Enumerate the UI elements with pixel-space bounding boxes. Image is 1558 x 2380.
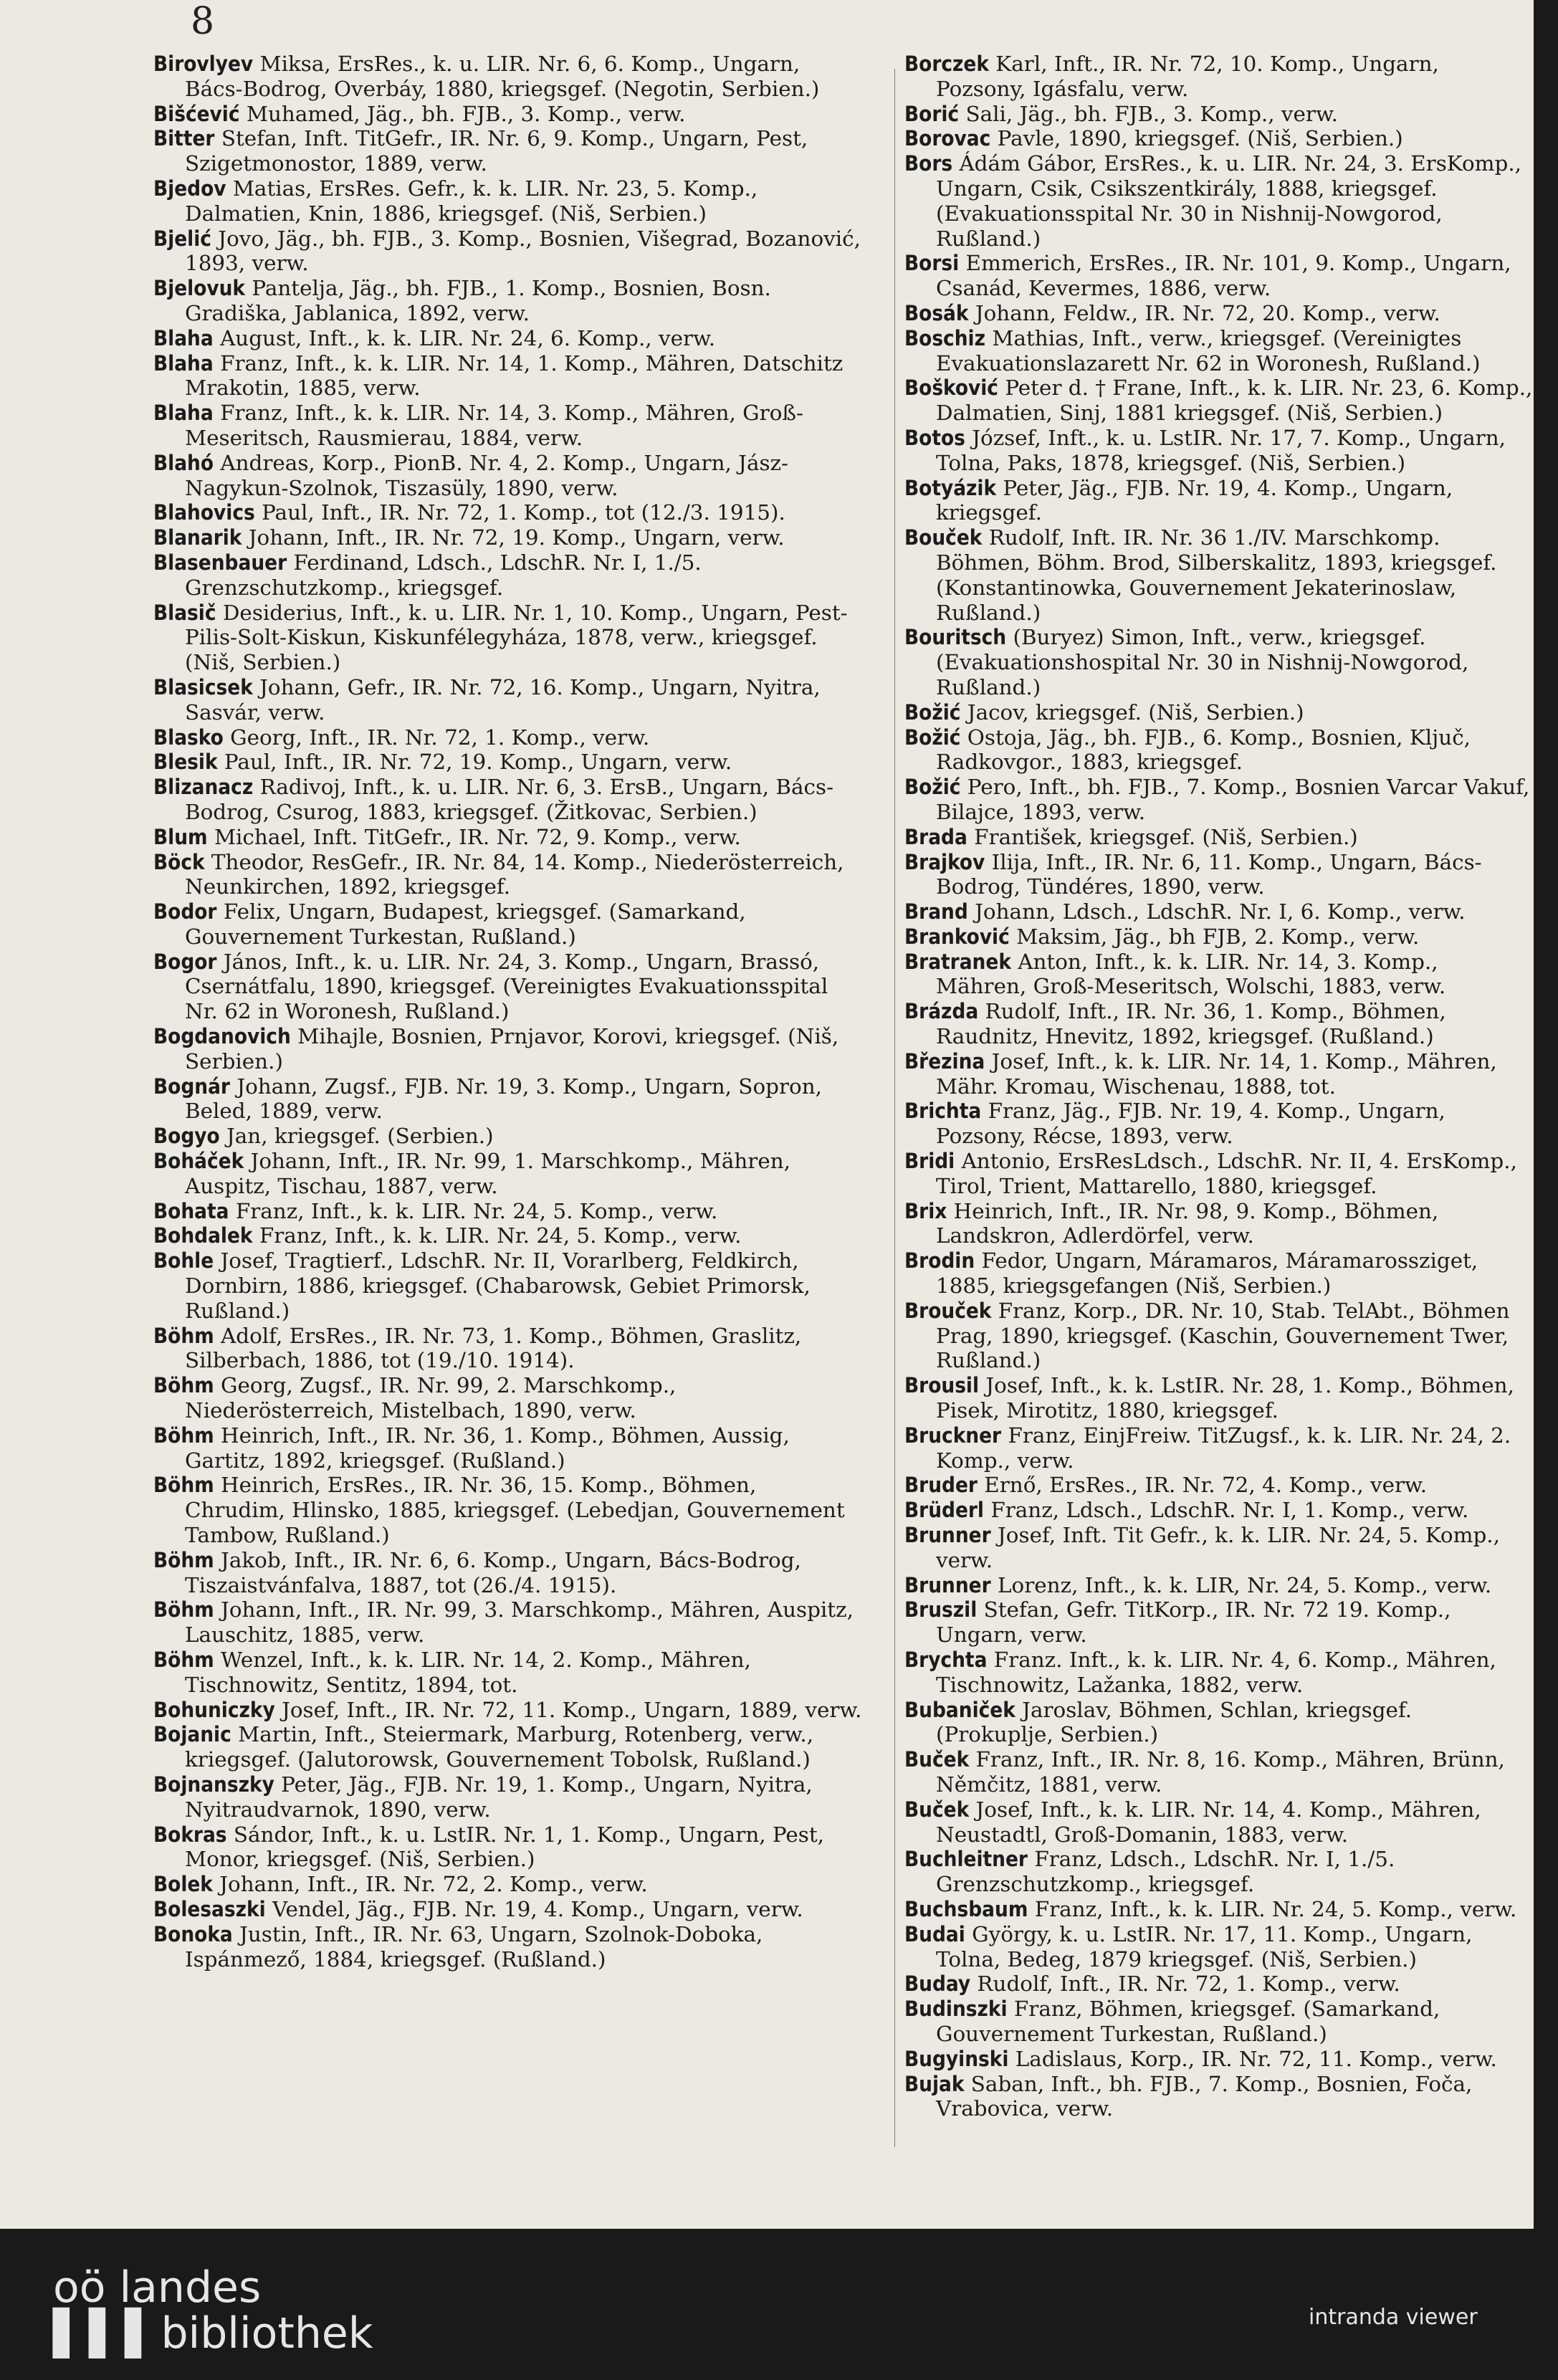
register-entry — [904, 850, 1534, 900]
entry-surname: Böhm — [153, 1423, 214, 1448]
register-entry — [153, 1698, 863, 1723]
register-entry — [153, 351, 863, 401]
entry-details: Ilija, Inft., IR. Nr. 6, 11. Komp., Ungarn, Bács-Bodrog, Tündéres, 1890, verw. — [936, 849, 1482, 899]
entry-surname: Bosák — [904, 300, 969, 325]
entry-details: József, Inft., k. u. LstIR. Nr. 17, 7. Komp., Ungarn, Tolna, Paks, 1878, kriegsgef. (Niš, Serbien.) — [936, 425, 1506, 475]
entry-details: Peter d. † Frane, Inft., k. k. LIR. Nr. 23, 6. Komp., Dalmatien, Sinj, 1881 kriegsgef. (Niš, Serbien.) — [936, 376, 1533, 426]
entry-surname: Bognár — [153, 1074, 230, 1099]
register-entry — [153, 825, 863, 850]
entry-surname: Bišćević — [153, 101, 240, 126]
entry-details: Andreas, Korp., PionB. Nr. 4, 2. Komp., Ungarn, Jász-Nagykun-Szolnok, Tiszasüly, 1890, verw. — [185, 450, 788, 500]
entry-details: Radivoj, Inft., k. u. LIR. Nr. 6, 3. ErsB., Ungarn, Bács-Bodrog, Csurog, 1883, kriegsgef. (Žitkovac, Serbien.) — [185, 775, 833, 824]
entry-details: Peter, Jäg., FJB. Nr. 19, 1. Komp., Ungarn, Nyitra, Nyitraudvarnok, 1890, verw. — [185, 1772, 813, 1822]
register-entry — [904, 999, 1534, 1049]
register-entry — [904, 251, 1534, 301]
entry-surname: Blahovics — [153, 500, 255, 525]
entry-surname: Bouček — [904, 525, 983, 550]
entry-surname: Buday — [904, 1972, 971, 1997]
register-entry — [153, 1897, 863, 1922]
entry-surname: Brousil — [904, 1373, 980, 1398]
entry-surname: Botos — [904, 425, 965, 450]
register-entry — [904, 825, 1534, 850]
entry-surname: Bruckner — [904, 1423, 1002, 1448]
entry-details: Jakob, Inft., IR. Nr. 6, 6. Komp., Ungarn, Bács-Bodrog, Tiszaistvánfalva, 1887, tot (26./4. 1915). — [185, 1547, 801, 1597]
register-entry — [153, 1324, 863, 1374]
entry-surname: Brajkov — [904, 849, 985, 874]
entry-surname: Böhm — [153, 1373, 214, 1398]
entry-surname: Bolek — [153, 1872, 213, 1897]
entry-surname: Budai — [904, 1921, 965, 1946]
entry-details: Vendel, Jäg., FJB. Nr. 19, 4. Komp., Ungarn, verw. — [272, 1896, 803, 1921]
entry-surname: Borczek — [904, 52, 989, 76]
entry-surname: Buček — [904, 1797, 970, 1822]
entry-surname: Březina — [904, 1048, 985, 1074]
entry-details: Ostoja, Jäg., bh. FJB., 6. Komp., Bosnien, Ključ, Radkovgor., 1883, kriegsgef. — [936, 725, 1471, 775]
entry-details: Josef, Tragtierf., LdschR. Nr. II, Vorarlberg, Feldkirch, Dornbirn, 1886, kriegsgef. (Chabarowsk, Gebiet Primorsk, Rußland.) — [185, 1248, 811, 1323]
entry-surname: Bouritsch — [904, 625, 1007, 650]
entry-surname: Böhm — [153, 1323, 214, 1348]
entry-details: Emmerich, ErsRes., IR. Nr. 101, 9. Komp., Ungarn, Csanád, Kevermes, 1886, verw. — [936, 251, 1511, 301]
entry-details: Johann, Feldw., IR. Nr. 72, 20. Komp., verw. — [975, 300, 1440, 325]
register-entry — [904, 151, 1534, 251]
register-entry — [153, 1548, 863, 1598]
library-logo — [53, 2262, 373, 2359]
register-entry — [153, 950, 863, 1024]
register-entry — [153, 601, 863, 675]
entry-details: Franz, Inft., k. k. LIR. Nr. 14, 3. Komp., Mähren, Groß-Meseritsch, Rausmierau, 1884, verw. — [185, 401, 803, 450]
register-entry — [904, 52, 1534, 102]
register-entry — [153, 52, 863, 102]
entry-surname: Bošković — [904, 376, 998, 401]
entry-details: Franz, Inft., k. k. LIR. Nr. 24, 5. Komp., verw. — [1034, 1896, 1517, 1921]
entry-details: Josef, Inft., k. k. LstIR. Nr. 28, 1. Komp., Böhmen, Pisek, Mirotitz, 1880, kriegsgef. — [936, 1373, 1514, 1423]
entry-surname: Blanarik — [153, 525, 242, 550]
entry-details: Sali, Jäg., bh. FJB., 3. Komp., verw. — [965, 101, 1338, 126]
entry-details: Mathias, Inft., verw., kriegsgef. (Vereinigtes Evakuationslazarett Nr. 62 in Woronesh, Rußland.) — [936, 325, 1481, 376]
entry-surname: Bokras — [153, 1822, 227, 1847]
entry-surname: Branković — [904, 924, 1010, 949]
register-entry — [904, 1199, 1534, 1249]
entry-surname: Bohata — [153, 1198, 229, 1223]
register-entry — [904, 1099, 1534, 1149]
register-entry — [153, 1199, 863, 1224]
entry-surname: Böhm — [153, 1648, 214, 1672]
register-entry — [153, 276, 863, 326]
entry-surname: Bitter — [153, 126, 215, 151]
entry-surname: Blum — [153, 824, 208, 849]
entry-details: Paul, Inft., IR. Nr. 72, 19. Komp., Ungarn, verw. — [224, 750, 732, 775]
entry-surname: Bogor — [153, 949, 217, 974]
register-entry — [904, 1473, 1534, 1498]
register-entry — [904, 2072, 1534, 2122]
entry-details: Ernő, ErsRes., IR. Nr. 72, 4. Komp., verw. — [984, 1473, 1428, 1498]
register-entry — [904, 525, 1534, 625]
logo-bars-icon: ▌▌▌ — [53, 2308, 161, 2359]
entry-surname: Boháček — [153, 1149, 244, 1174]
entry-surname: Blaha — [153, 350, 214, 376]
entry-details: Johann, Ldsch., LdschR. Nr. I, 6. Komp., verw. — [975, 899, 1466, 924]
register-entry — [153, 1822, 863, 1873]
entry-surname: Brunner — [904, 1523, 991, 1548]
entry-surname: Bugyinski — [904, 2046, 1009, 2071]
entry-surname: Budinszki — [904, 1997, 1008, 2022]
register-entry — [153, 725, 863, 750]
entry-details: György, k. u. LstIR. Nr. 17, 11. Komp., Ungarn, Tolna, Bedeg, 1879 kriegsgef. (Niš, Serbien.) — [936, 1921, 1473, 1972]
entry-details: Pero, Inft., bh. FJB., 7. Komp., Bosnien Varcar Vakuf, Bilajce, 1893, verw. — [936, 775, 1530, 824]
register-entry — [153, 1124, 863, 1149]
register-entry — [904, 1373, 1534, 1423]
entry-details: Heinrich, Inft., IR. Nr. 98, 9. Komp., Böhmen, Landskron, Adlerdörfel, verw. — [936, 1198, 1439, 1248]
entry-details: Karl, Inft., IR. Nr. 72, 10. Komp., Ungarn, Pozsony, Igásfalu, verw. — [936, 52, 1439, 101]
register-entry — [904, 1897, 1534, 1922]
register-entry — [904, 1498, 1534, 1523]
entry-details: Matias, ErsRes. Gefr., k. k. LIR. Nr. 23, 5. Komp., Dalmatien, Knin, 1886, kriegsgef. (Niš, Serbien.) — [185, 176, 758, 226]
entry-surname: Blasicsek — [153, 674, 253, 699]
register-entry — [153, 899, 863, 950]
entry-surname: Botyázik — [904, 475, 997, 500]
entry-surname: Böhm — [153, 1597, 214, 1622]
entry-surname: Bruszil — [904, 1597, 978, 1622]
entry-details: Rudolf, Inft., IR. Nr. 72, 1. Komp., verw. — [977, 1972, 1400, 1997]
register-entry — [153, 1223, 863, 1248]
register-entry — [153, 1772, 863, 1822]
entry-surname: Brychta — [904, 1648, 988, 1672]
entry-details: (Buryez) Simon, Inft., verw., kriegsgef. (Evakuationshospital Nr. 30 in Nishnij-Nowgorod, Rußland.) — [936, 625, 1469, 699]
entry-details: Franz, Ldsch., LdschR. Nr. I, 1./5. Grenzschutzkomp., kriegsgef. — [936, 1847, 1395, 1897]
register-entry — [153, 1423, 863, 1473]
entry-details: Miksa, ErsRes., k. u. LIR. Nr. 6, 6. Komp., Ungarn, Bács-Bodrog, Overbáy, 1880, kriegsgef. (Negotin, Serbien.) — [185, 52, 820, 101]
entry-details: Ádám Gábor, ErsRes., k. u. LIR. Nr. 24, 3. ErsKomp., Ungarn, Csik, Csikszentkirály, 1888, kriegsgef. (Evakuationsspital Nr. 30 in Nishnij-Nowgorod, Rußland.) — [936, 151, 1522, 251]
entry-details: Stefan, Gefr. TitKorp., IR. Nr. 72 19. Komp., Ungarn, verw. — [936, 1597, 1451, 1648]
register-entry — [153, 102, 863, 127]
register-entry — [904, 1797, 1534, 1848]
register-entry — [904, 1248, 1534, 1299]
entry-surname: Buchsbaum — [904, 1896, 1028, 1921]
entry-details: Fedor, Ungarn, Máramaros, Máramarossziget, 1885, kriegsgefangen (Niš, Serbien.) — [936, 1248, 1478, 1299]
entry-details: Peter, Jäg., FJB. Nr. 19, 4. Komp., Ungarn, kriegsgef. — [936, 475, 1453, 525]
entry-details: Franz, Böhmen, kriegsgef. (Samarkand, Gouvernement Turkestan, Rußland.) — [936, 1997, 1440, 2046]
entry-details: Pantelja, Jäg., bh. FJB., 1. Komp., Bosnien, Bosn. Gradiška, Jablanica, 1892, verw. — [185, 276, 771, 325]
left-column — [153, 52, 863, 1972]
entry-details: Jacov, kriegsgef. (Niš, Serbien.) — [967, 699, 1304, 725]
entry-surname: Brichta — [904, 1099, 982, 1124]
entry-details: Heinrich, ErsRes., IR. Nr. 36, 15. Komp., Böhmen, Chrudim, Hlinsko, 1885, kriegsgef. (Lebedjan, Gouvernement Tambow, Rußland.) — [185, 1473, 845, 1548]
entry-surname: Brüderl — [904, 1498, 984, 1523]
entry-details: Johann, Gefr., IR. Nr. 72, 16. Komp., Ungarn, Nyitra, Sasvár, verw. — [185, 674, 821, 725]
entry-surname: Brouček — [904, 1298, 992, 1323]
entry-details: Saban, Inft., bh. FJB., 7. Komp., Bosnien, Foča, Vrabovica, verw. — [936, 2071, 1473, 2121]
entry-surname: Bjedov — [153, 176, 226, 201]
entry-details: Franz, Inft., k. k. LIR. Nr. 24, 5. Komp., verw. — [259, 1223, 742, 1248]
register-entry — [904, 1523, 1534, 1573]
entry-details: Desiderius, Inft., k. u. LIR. Nr. 1, 10. Komp., Ungarn, Pest-Pilis-Solt-Kiskun, Kiskunfélegyháza, 1878, verw., kriegsgef. (Niš, Serbien.) — [185, 600, 848, 675]
entry-details: Josef, Inft., k. k. LIR. Nr. 14, 1. Komp., Mähren, Mähr. Kromau, Wischenau, 1888, tot. — [936, 1048, 1497, 1099]
entry-details: Franz, Inft., k. k. LIR. Nr. 14, 1. Komp., Mähren, Datschitz Mrakotin, 1885, verw. — [185, 350, 843, 401]
register-entry — [904, 625, 1534, 699]
entry-surname: Blasič — [153, 600, 216, 625]
register-entry — [153, 775, 863, 825]
register-entry — [153, 1248, 863, 1323]
entry-surname: Brand — [904, 899, 968, 924]
entry-surname: Brunner — [904, 1572, 991, 1597]
entry-details: Johann, Inft., IR. Nr. 99, 1. Marschkomp., Mähren, Auspitz, Tischau, 1887, verw. — [185, 1149, 790, 1198]
entry-details: Ladislaus, Korp., IR. Nr. 72, 11. Komp., verw. — [1015, 2046, 1497, 2071]
entry-surname: Bonoka — [153, 1921, 233, 1946]
entry-surname: Bogdanovich — [153, 1024, 291, 1049]
entry-surname: Blizanacz — [153, 775, 254, 800]
entry-surname: Birovlyev — [153, 52, 254, 76]
entry-details: Johann, Inft., IR. Nr. 72, 19. Komp., Ungarn, verw. — [248, 525, 785, 550]
entry-surname: Böhm — [153, 1547, 214, 1572]
register-entry — [904, 102, 1534, 127]
register-entry — [153, 550, 863, 601]
register-entry — [153, 675, 863, 725]
register-entry — [153, 1597, 863, 1648]
entry-details: Anton, Inft., k. k. LIR. Nr. 14, 3. Komp., Mähren, Groß-Meseritsch, Wolschi, 1883, verw. — [936, 949, 1446, 999]
entry-details: Wenzel, Inft., k. k. LIR. Nr. 14, 2. Komp., Mähren, Tischnowitz, Sentitz, 1894, tot. — [185, 1648, 751, 1697]
entry-details: Josef, Inft. Tit Gefr., k. k. LIR. Nr. 24, 5. Komp., verw. — [936, 1523, 1500, 1572]
register-entry — [153, 750, 863, 775]
entry-details: Johann, Inft., IR. Nr. 72, 2. Komp., verw. — [219, 1872, 648, 1897]
entry-details: Justin, Inft., IR. Nr. 63, Ungarn, Szolnok-Doboka, Ispánmező, 1884, kriegsgef. (Rußland.) — [185, 1921, 763, 1972]
entry-surname: Božić — [904, 725, 961, 750]
register-entry — [904, 924, 1534, 950]
register-entry — [904, 1299, 1534, 1373]
entry-details: Franz, Ldsch., LdschR. Nr. I, 1. Komp., verw. — [990, 1498, 1469, 1523]
entry-surname: Božić — [904, 699, 961, 725]
entry-details: Heinrich, Inft., IR. Nr. 36, 1. Komp., Böhmen, Aussig, Gartitz, 1892, kriegsgef. (Rußland.) — [185, 1423, 790, 1473]
entry-details: Michael, Inft. TitGefr., IR. Nr. 72, 9. Komp., verw. — [214, 824, 741, 849]
register-entry — [904, 1747, 1534, 1797]
register-entry — [153, 1872, 863, 1897]
entry-details: Josef, Inft., IR. Nr. 72, 11. Komp., Ungarn, 1889, verw. — [282, 1697, 862, 1722]
register-entry — [904, 775, 1534, 825]
entry-details: Franz, Jäg., FJB. Nr. 19, 4. Komp., Ungarn, Pozsony, Récse, 1893, verw. — [936, 1099, 1445, 1149]
entry-details: František, kriegsgef. (Niš, Serbien.) — [974, 824, 1358, 849]
entry-surname: Brada — [904, 824, 967, 849]
entry-details: August, Inft., k. k. LIR. Nr. 24, 6. Komp., verw. — [220, 325, 716, 350]
register-entry — [904, 426, 1534, 476]
right-column — [904, 52, 1534, 2121]
register-entry — [153, 1648, 863, 1698]
entry-surname: Bohdalek — [153, 1223, 253, 1248]
entry-surname: Božić — [904, 775, 961, 800]
entry-details: Mihajle, Bosnien, Prnjavor, Korovi, kriegsgef. (Niš, Serbien.) — [185, 1024, 839, 1074]
entry-surname: Böhm — [153, 1473, 214, 1498]
register-entry — [153, 1373, 863, 1423]
entry-details: Stefan, Inft. TitGefr., IR. Nr. 6, 9. Komp., Ungarn, Pest, Szigetmonostor, 1889, verw. — [185, 126, 808, 176]
register-entry — [153, 1473, 863, 1547]
entry-details: Rudolf, Inft., IR. Nr. 36, 1. Komp., Böhmen, Raudnitz, Hnevitz, 1892, kriegsgef. (Rußland.) — [936, 999, 1446, 1049]
register-entry — [153, 850, 863, 900]
entry-details: Sándor, Inft., k. u. LstIR. Nr. 1, 1. Komp., Ungarn, Pest, Monor, kriegsgef. (Niš, Serbien.) — [185, 1822, 825, 1872]
register-entry — [904, 1972, 1534, 1997]
entry-surname: Buchleitner — [904, 1847, 1028, 1872]
entry-details: Paul, Inft., IR. Nr. 72, 1. Komp., tot (12./3. 1915). — [262, 500, 785, 525]
entry-surname: Borovac — [904, 126, 991, 151]
register-entry — [904, 1648, 1534, 1698]
entry-details: Johann, Zugsf., FJB. Nr. 19, 3. Komp., Ungarn, Sopron, Beled, 1889, verw. — [185, 1074, 822, 1124]
register-entry — [904, 476, 1534, 526]
page-number: 8 — [191, 0, 215, 43]
entry-surname: Bors — [904, 151, 953, 176]
register-entry — [904, 1922, 1534, 1972]
entry-details: Johann, Inft., IR. Nr. 99, 3. Marschkomp., Mähren, Auspitz, Lauschitz, 1885, verw. — [185, 1597, 854, 1648]
entry-details: Franz, Korp., DR. Nr. 10, Stab. TelAbt., Böhmen Prag, 1890, kriegsgef. (Kaschin, Gouvernement Twer, Rußland.) — [936, 1298, 1510, 1373]
entry-surname: Blesik — [153, 750, 218, 775]
entry-details: Pavle, 1890, kriegsgef. (Niš, Serbien.) — [997, 126, 1403, 151]
entry-surname: Blasenbauer — [153, 550, 287, 575]
entry-details: Franz, Inft., IR. Nr. 8, 16. Komp., Mähren, Brünn, Němčitz, 1881, verw. — [936, 1747, 1505, 1797]
entry-surname: Bjelovuk — [153, 276, 246, 301]
entry-details: Josef, Inft., k. k. LIR. Nr. 14, 4. Komp., Mähren, Neustadtl, Groß-Domanin, 1883, verw. — [936, 1797, 1481, 1847]
register-entry — [153, 126, 863, 176]
entry-surname: Blasko — [153, 725, 224, 750]
entry-surname: Blahó — [153, 450, 214, 475]
entry-surname: Bojnanszky — [153, 1772, 274, 1797]
entry-details: János, Inft., k. u. LIR. Nr. 24, 3. Komp., Ungarn, Brassó, Csernátfalu, 1890, kriegsgef. (Vereinigtes Evakuationsspital Nr. 62 in Woronesh, Rußland.) — [185, 949, 828, 1024]
entry-details: Martin, Inft., Steiermark, Marburg, Rotenberg, verw., kriegsgef. (Jalutorowsk, Gouvernement Tobolsk, Rußland.) — [185, 1722, 814, 1772]
logo-line-1: oö landes — [53, 2262, 262, 2313]
entry-surname: Blaha — [153, 325, 214, 350]
entry-details: Georg, Inft., IR. Nr. 72, 1. Komp., verw. — [230, 725, 650, 750]
register-entry — [153, 1922, 863, 1972]
register-entry — [904, 899, 1534, 924]
entry-surname: Bratranek — [904, 949, 1011, 974]
entry-details: Adolf, ErsRes., IR. Nr. 73, 1. Komp., Böhmen, Graslitz, Silberbach, 1886, tot (19./10. 1914). — [185, 1323, 802, 1373]
entry-surname: Bojanic — [153, 1722, 231, 1747]
register-entry — [153, 1074, 863, 1124]
register-entry — [904, 1698, 1534, 1748]
register-entry — [904, 326, 1534, 376]
entry-surname: Bridi — [904, 1149, 955, 1174]
register-entry — [153, 451, 863, 501]
entry-details: Theodor, ResGefr., IR. Nr. 84, 14. Komp., Niederösterreich, Neunkirchen, 1892, kriegsgef. — [185, 849, 844, 899]
register-entry — [904, 301, 1534, 326]
entry-surname: Borić — [904, 101, 960, 126]
entry-surname: Bujak — [904, 2071, 965, 2096]
register-entry — [153, 326, 863, 351]
register-entry — [904, 1049, 1534, 1099]
register-entry — [904, 725, 1534, 775]
register-entry — [904, 1423, 1534, 1473]
viewer-label: intranda viewer — [1309, 2305, 1478, 2330]
register-entry — [904, 950, 1534, 1000]
entry-details: Georg, Zugsf., IR. Nr. 99, 2. Marschkomp., Niederösterreich, Mistelbach, 1890, verw. — [185, 1373, 677, 1423]
entry-details: Muhamed, Jäg., bh. FJB., 3. Komp., verw. — [246, 101, 686, 126]
register-entry — [153, 525, 863, 550]
register-entry — [153, 1149, 863, 1199]
entry-details: Ferdinand, Ldsch., LdschR. Nr. I, 1./5. Grenzschutzkomp., kriegsgef. — [185, 550, 702, 600]
register-entry — [904, 700, 1534, 725]
entry-surname: Bohle — [153, 1248, 214, 1273]
register-entry — [904, 1847, 1534, 1897]
entry-surname: Bruder — [904, 1473, 978, 1498]
register-entry — [904, 1997, 1534, 2047]
entry-surname: Brix — [904, 1198, 947, 1223]
entry-details: Franz, Inft., k. k. LIR. Nr. 24, 5. Komp., verw. — [235, 1198, 718, 1223]
entry-surname: Buček — [904, 1747, 970, 1772]
entry-surname: Bodor — [153, 899, 217, 924]
register-entry — [904, 126, 1534, 151]
entry-details: Jan, kriegsgef. (Serbien.) — [226, 1124, 494, 1149]
entry-surname: Bjelić — [153, 226, 211, 251]
entry-surname: Brázda — [904, 999, 979, 1024]
entry-details: Jaroslav, Böhmen, Schlan, kriegsgef. (Prokuplje, Serbien.) — [936, 1697, 1413, 1747]
entry-surname: Boschiz — [904, 325, 985, 350]
register-entry — [153, 1024, 863, 1074]
register-entry — [904, 1597, 1534, 1648]
register-entry — [153, 226, 863, 277]
entry-details: Felix, Ungarn, Budapest, kriegsgef. (Samarkand, Gouvernement Turkestan, Rußland.) — [185, 899, 746, 949]
register-entry — [153, 401, 863, 451]
entry-details: Maksim, Jäg., bh FJB, 2. Komp., verw. — [1016, 924, 1420, 949]
entry-details: Antonio, ErsResLdsch., LdschR. Nr. II, 4. ErsKomp., Tirol, Trient, Mattarello, 1880, kriegsgef. — [936, 1149, 1517, 1198]
register-entry — [153, 1722, 863, 1772]
entry-surname: Brodin — [904, 1248, 975, 1273]
register-entry — [904, 2047, 1534, 2072]
entry-surname: Bolesaszki — [153, 1896, 266, 1921]
entry-details: Franz. Inft., k. k. LIR. Nr. 4, 6. Komp., Mähren, Tischnowitz, Lažanka, 1882, verw. — [936, 1648, 1496, 1697]
register-entry — [904, 1573, 1534, 1598]
entry-surname: Böck — [153, 849, 205, 874]
entry-surname: Bubaniček — [904, 1697, 1015, 1722]
entry-surname: Blaha — [153, 401, 214, 426]
entry-details: Lorenz, Inft., k. k. LIR, Nr. 24, 5. Komp., verw. — [998, 1572, 1492, 1597]
entry-details: Franz, EinjFreiw. TitZugsf., k. k. LIR. Nr. 24, 2. Komp., verw. — [936, 1423, 1511, 1473]
entry-surname: Bogyo — [153, 1124, 220, 1149]
entry-surname: Borsi — [904, 251, 960, 276]
entry-details: Rudolf, Inft. IR. Nr. 36 1./IV. Marschkomp. Böhmen, Böhm. Brod, Silberskalitz, 1893, kriegsgef. (Konstantinowka, Gouvernement Jekaterinoslaw, Rußland.) — [936, 525, 1497, 625]
register-entry — [904, 376, 1534, 426]
register-entry — [153, 176, 863, 226]
register-entry — [904, 1149, 1534, 1199]
logo-line-2: bibliothek — [161, 2308, 373, 2359]
entry-details: Jovo, Jäg., bh. FJB., 3. Komp., Bosnien, Višegrad, Bozanović, 1893, verw. — [185, 226, 861, 276]
register-entry — [153, 500, 863, 525]
entry-surname: Bohuniczky — [153, 1697, 275, 1722]
column-divider — [894, 69, 895, 2147]
